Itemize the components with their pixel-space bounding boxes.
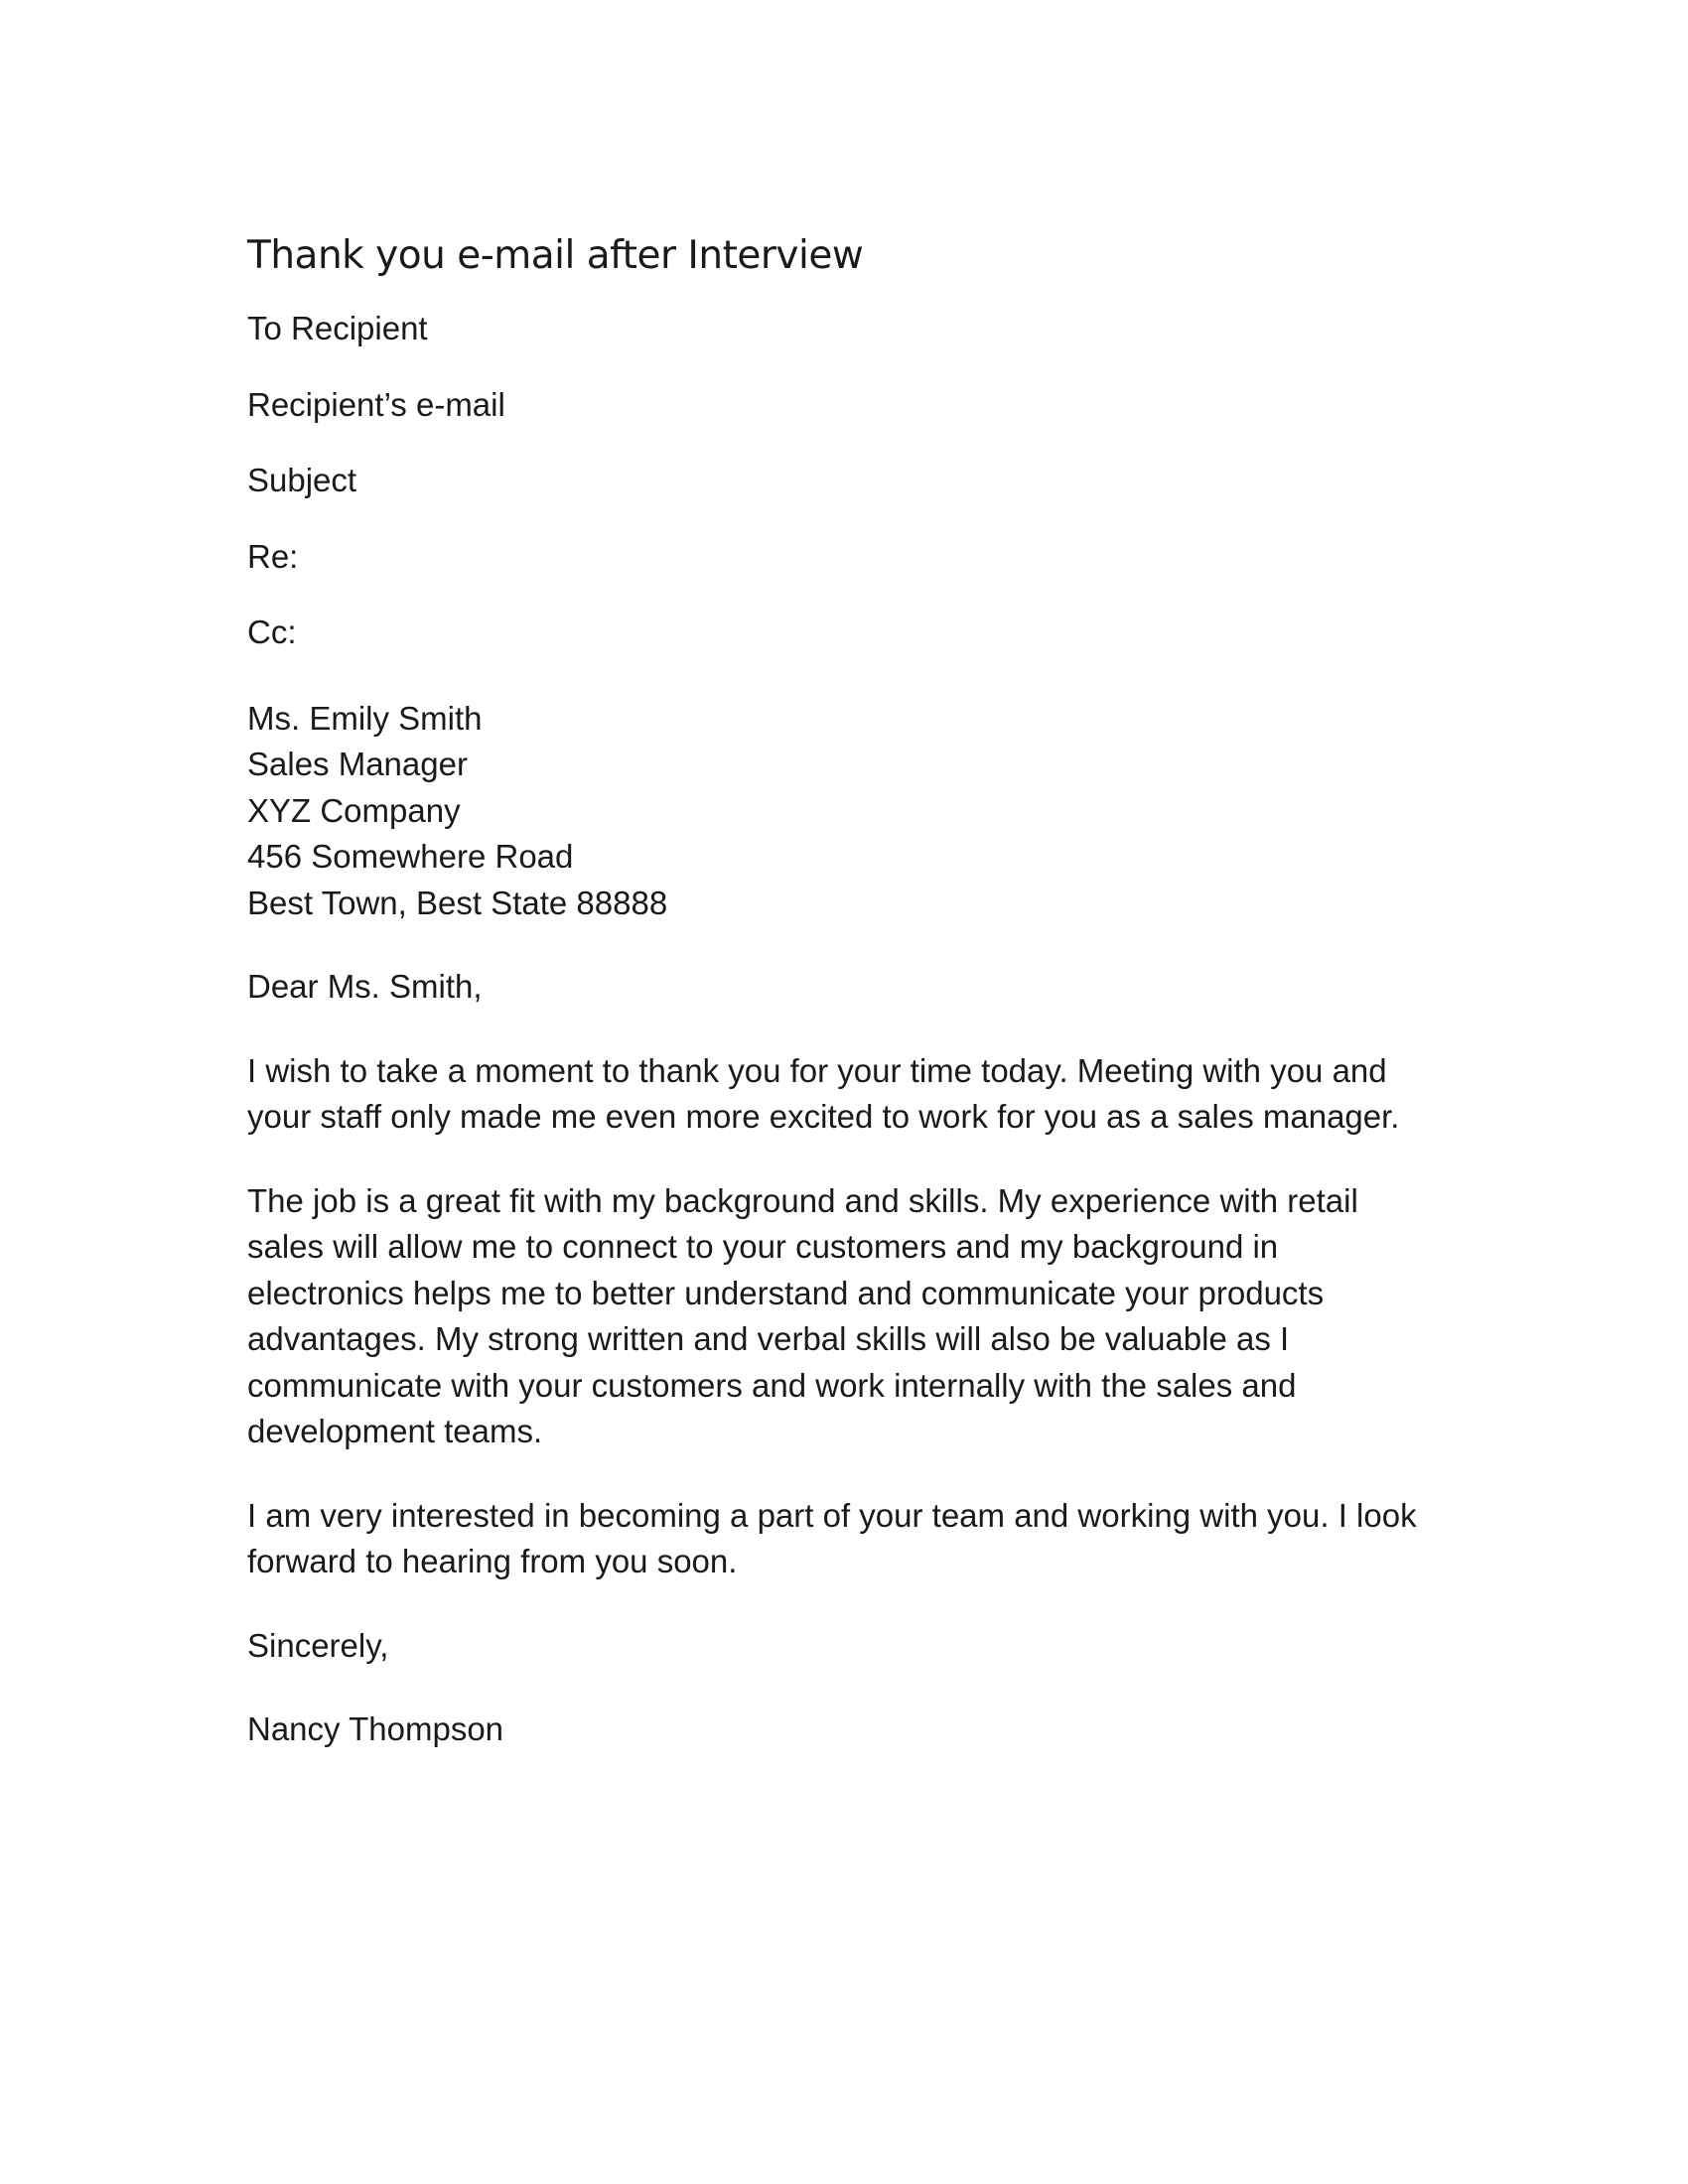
address-line: Ms. Emily Smith <box>247 699 483 737</box>
body-paragraph-3 <box>247 1493 1469 1585</box>
field-re: Re: <box>247 537 299 575</box>
signature-name: Nancy Thompson <box>247 1710 504 1747</box>
email-header-fields <box>247 306 1469 656</box>
body-paragraph-2 <box>247 1178 1469 1455</box>
salutation-text: Dear Ms. Smith, <box>247 968 483 1005</box>
paragraph-line: I wish to take a moment to thank you for your time today. Meeting with you and <box>247 1051 1387 1089</box>
paragraph-line: electronics helps me to better understand and communicate your products <box>247 1274 1325 1311</box>
field-to-recipient: To Recipient <box>247 310 428 346</box>
document-title: Thank you e-mail after Interview <box>247 233 864 278</box>
paragraph-line: advantages. My strong written and verbal skills will also be valuable as I <box>247 1320 1290 1357</box>
field-cc: Cc: <box>247 614 297 650</box>
field-subject: Subject <box>247 462 357 498</box>
letter-content <box>247 226 1469 1753</box>
paragraph-line: sales will allow me to connect to your customers and my background in <box>247 1228 1279 1265</box>
address-line: Sales Manager <box>247 746 468 782</box>
paragraph-line: The job is a great fit with my background and skills. My experience with retail <box>247 1181 1358 1219</box>
address-line: XYZ Company <box>247 791 461 829</box>
address-line: 456 Somewhere Road <box>247 838 574 875</box>
body-paragraph-1 <box>247 1048 1469 1141</box>
paragraph-line: communicate with your customers and work internally with the sales and <box>247 1366 1297 1404</box>
address-line: Best Town, Best State 88888 <box>247 884 668 921</box>
salutation <box>247 964 1469 1011</box>
closing-text: Sincerely, <box>247 1626 389 1664</box>
paragraph-line: development teams. <box>247 1413 543 1449</box>
paragraph-line: I am very interested in becoming a part of your team and working with you. I look <box>247 1496 1417 1534</box>
paragraph-line: your staff only made me even more excited to work for you as a sales manager. <box>247 1098 1400 1135</box>
closing <box>247 1623 1469 1670</box>
signature <box>247 1706 1469 1753</box>
paragraph-line: forward to hearing from you soon. <box>247 1543 738 1579</box>
recipient-address <box>247 696 1469 927</box>
field-recipient-email: Recipient’s e-mail <box>247 385 505 423</box>
